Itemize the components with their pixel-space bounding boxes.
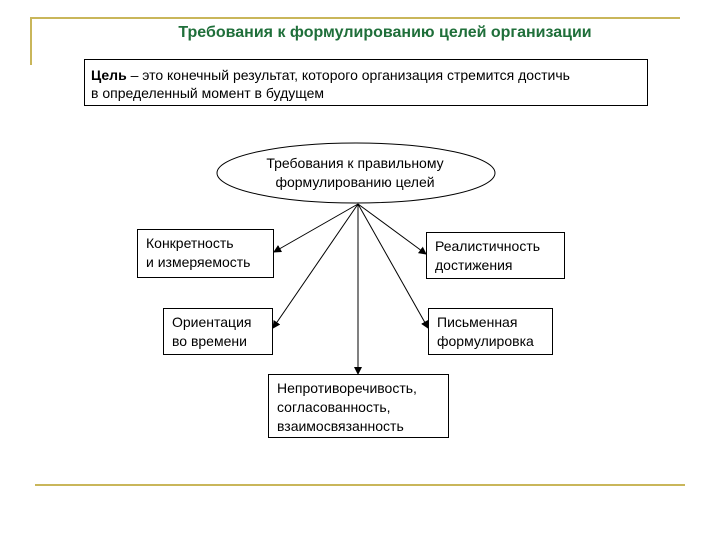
center-node-label: Требования к правильному формулированию целей xyxy=(266,155,444,190)
node-specificity: Конкретность и измеряемость xyxy=(137,229,274,278)
node-time-orientation: Ориентация во времени xyxy=(163,308,273,355)
arrow-to-realism xyxy=(358,204,426,254)
node-realism: Реалистичность достижения xyxy=(426,232,565,279)
definition-text: – это конечный результат, которого организация стремится достичь в определенный момент в будущем xyxy=(91,67,570,101)
arrow-to-written xyxy=(358,204,428,328)
node-written: Письменная формулировка xyxy=(428,308,553,355)
definition-term: Цель xyxy=(91,67,127,83)
arrow-to-time-orientation xyxy=(273,204,358,328)
slide-title: Требования к формулированию целей организации xyxy=(178,24,592,41)
arrow-to-specificity xyxy=(274,204,358,252)
node-consistency: Непротиворечивость, согласованность, взаимосвязанность xyxy=(268,374,449,438)
